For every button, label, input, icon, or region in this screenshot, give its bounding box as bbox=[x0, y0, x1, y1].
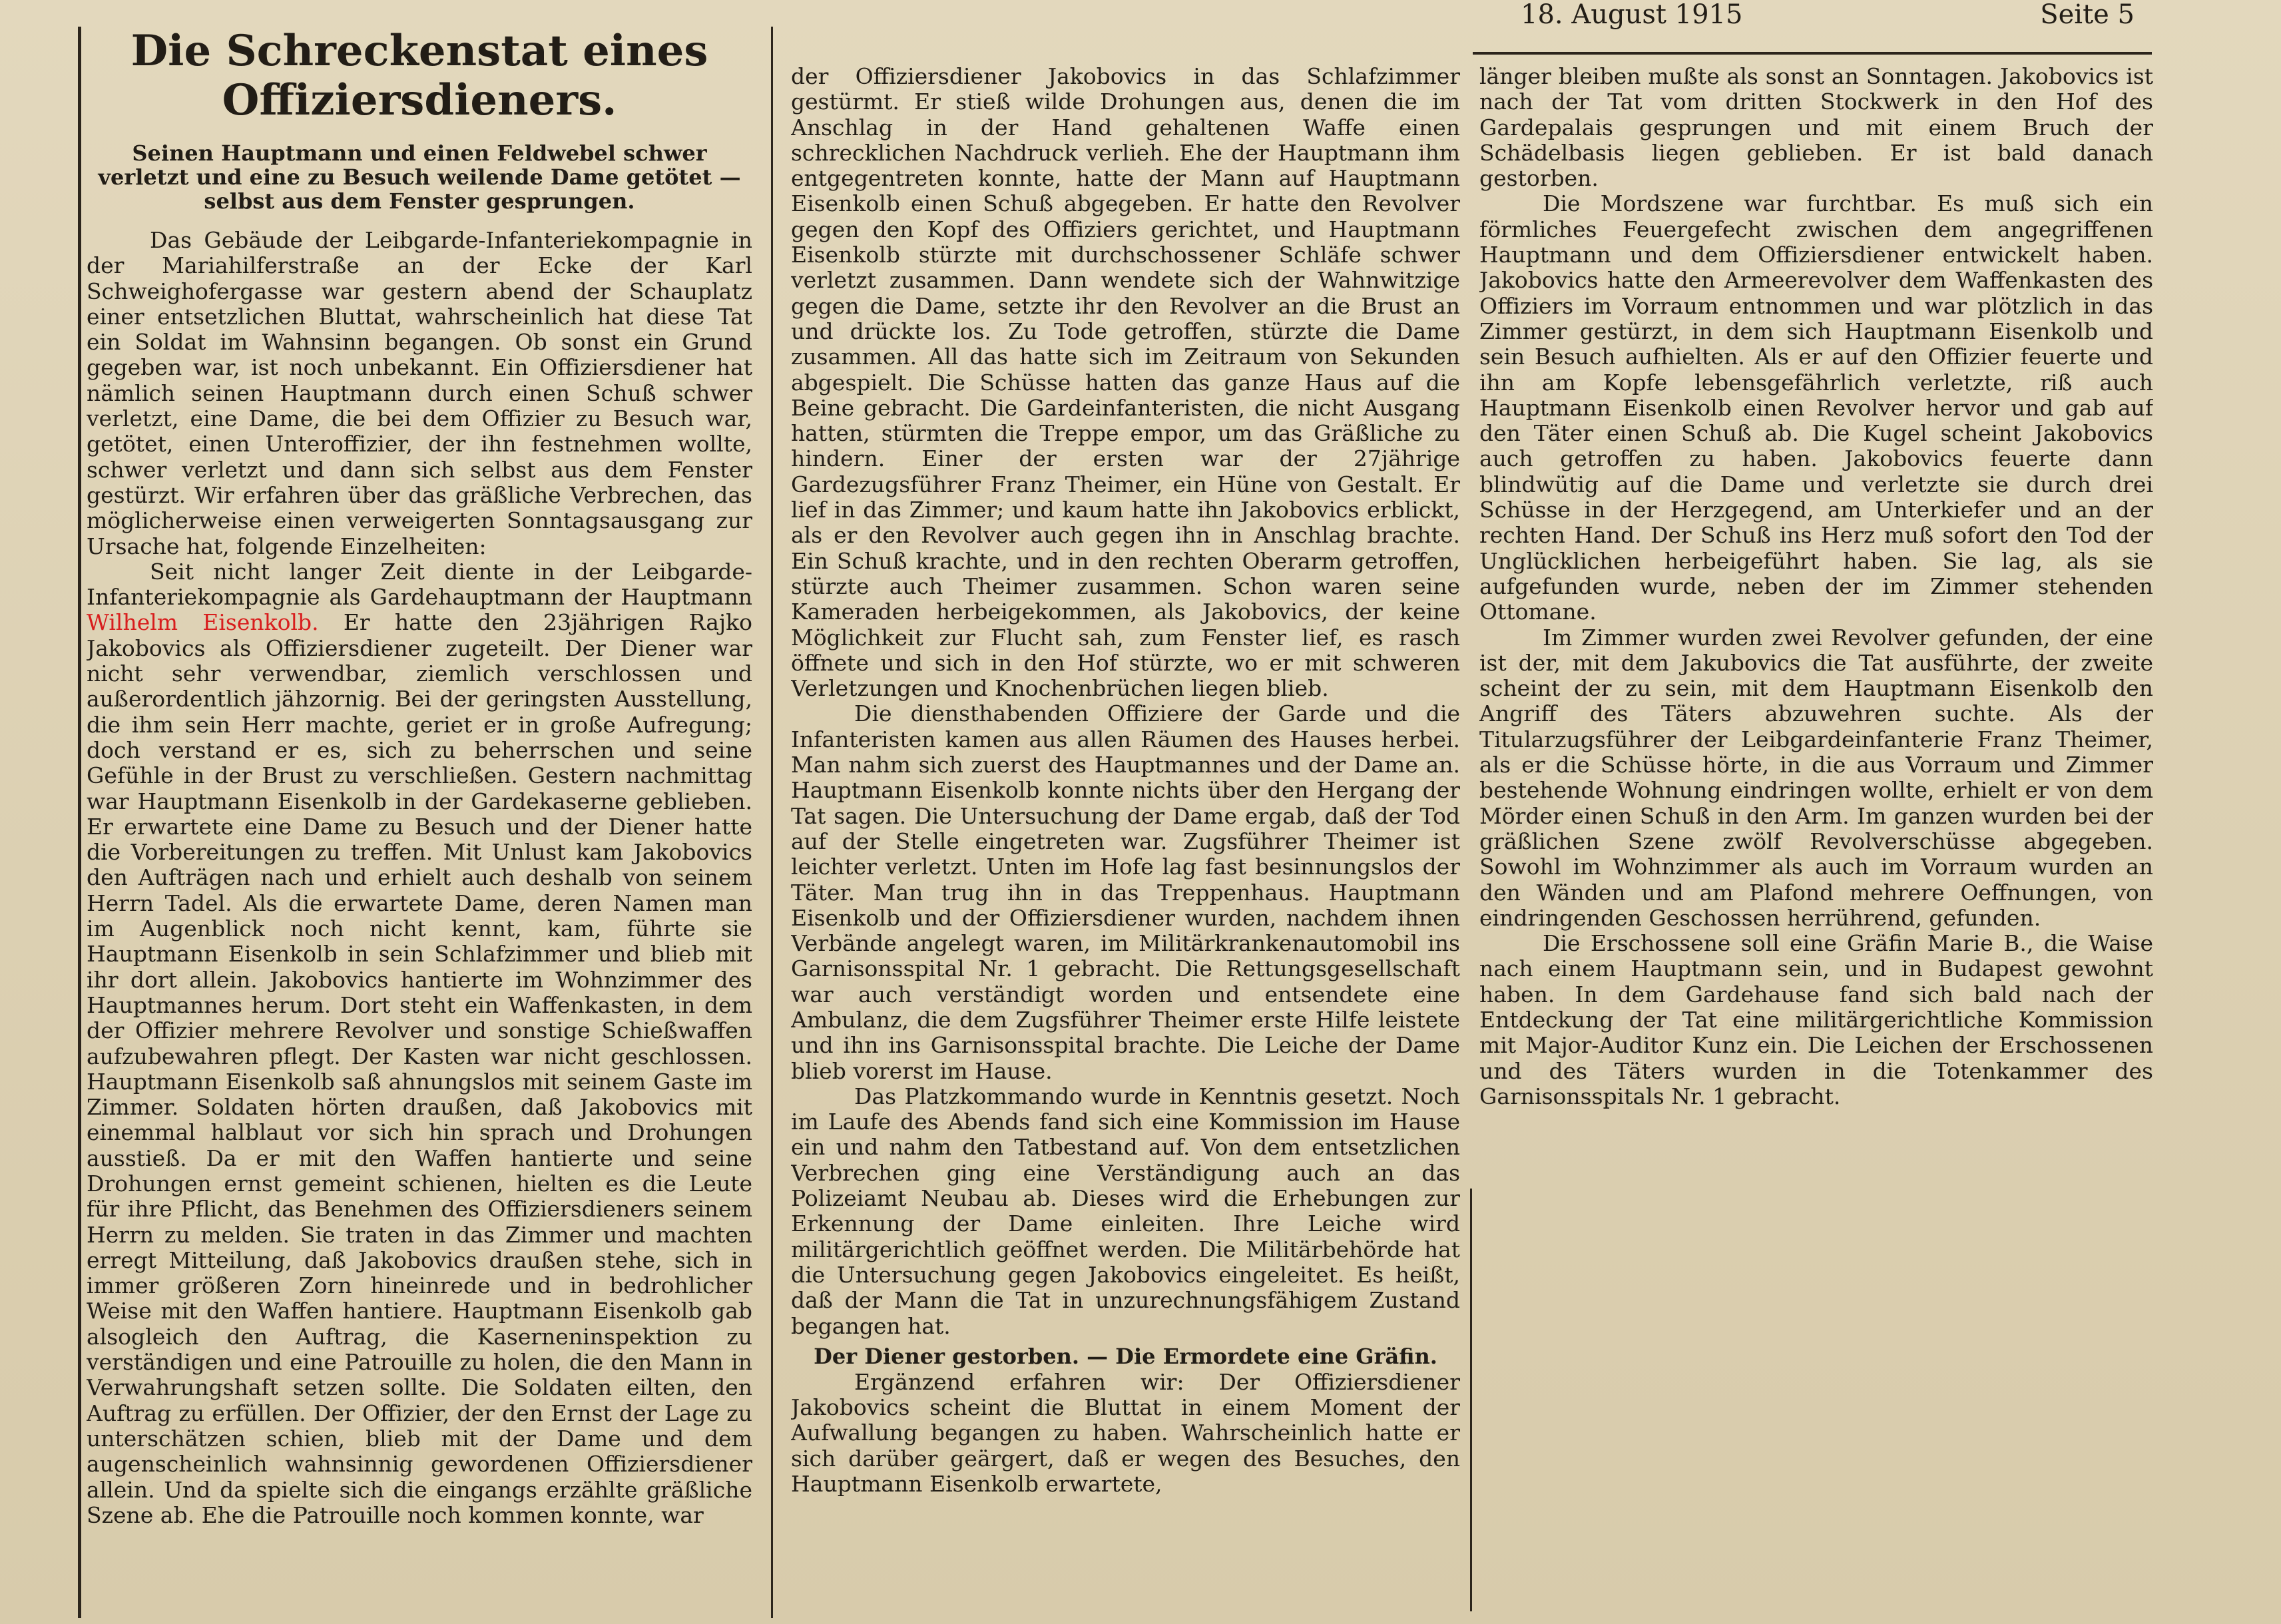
column-3 bbox=[1479, 0, 2153, 1624]
header-date: 18. August 1915 bbox=[1521, 0, 1743, 30]
article-subtitle: Seinen Hauptmann und einen Feldwebel schwer verletzt und eine zu Besuch weilende Dame getötet — selbst aus dem Fenster gesprungen. bbox=[98, 140, 741, 214]
section-subheading: Der Diener gestorben. — Die Ermordete eine Gräfin. bbox=[814, 1343, 1437, 1369]
paragraph: Ergänzend erfahren wir: Der Offiziersdiener Jakobovics scheint die Bluttat in einem Moment der Aufwallung begangen zu haben. Wahrscheinlich hatte er sich darüber geärgert, daß er wegen des Besuches, den Hauptmann Eisenkolb erwartete, bbox=[791, 1368, 1460, 1497]
paragraph: Die diensthabenden Offiziere der Garde und die Infanteristen kamen aus allen Räumen des Hauses herbei. Man nahm sich zuerst des Hauptmannes und der Dame an. Hauptmann Eisenkolb konnte nichts über den Hergang der Tat sagen. Die Untersuchung der Dame ergab, daß der Tod auf der Stelle eingetreten war. Zugsführer Theimer ist leichter verletzt. Unten im Hofe lag fast besinnungslos der Täter. Man trug ihn in das Treppenhaus. Hauptmann Eisenkolb und der Offiziersdiener wurden, nachdem ihnen Verbände angelegt waren, im Militärkrankenautomobil ins Garnisonsspital Nr. 1 gebracht. Die Rettungsgesellschaft war auch verständigt worden und entsendete eine Ambulanz, die dem Zugsführer Theimer erste Hilfe leistete und ihn ins Garnisonsspital brachte. Die Leiche der Dame blieb vorerst im Hause. bbox=[791, 700, 1460, 1084]
paragraph: Das Platzkommando wurde in Kenntnis gesetzt. Noch im Laufe des Abends fand sich eine Kommission im Hause ein und nahm den Tatbestand auf. Von dem entsetzlichen Verbrechen ging eine Verständigung auch an das Polizeiamt Neubau ab. Dieses wird die Erhebungen zur Erkennung der Dame einleiten. Ihre Leiche wird militärgerichtlich geöffnet werden. Die Militärbehörde hat die Untersuchung gegen Jakobovics eingeleitet. Es heißt, daß der Mann die Tat in unzurechnungsfähigem Zustand begangen hat. bbox=[791, 1083, 1460, 1339]
column-divider-2 bbox=[1470, 1189, 1472, 1611]
highlighted-name: Wilhelm Eisenkolb. bbox=[87, 609, 319, 636]
paragraph bbox=[87, 559, 752, 1528]
paragraph: Die Erschossene soll eine Gräfin Marie B., die Waise nach einem Hauptmann sein, und in Budapest gewohnt haben. In dem Gardehause fand sich bald nach der Entdeckung der Tat eine militärgerichtliche Kommission mit Major-Auditor Kunz ein. Die Leichen der Erschossenen und des Täters wurden in die Totenkammer des Garnisonsspitals Nr. 1 gebracht. bbox=[1479, 930, 2153, 1109]
left-margin-rule bbox=[78, 27, 81, 1618]
paragraph: Das Gebäude der Leibgarde-Infanteriekompagnie in der Mariahilferstraße an der Ecke der Karl Schweighofergasse war gestern abend der Schauplatz einer entsetzlichen Bluttat, wahrscheinlich hat diese Tat ein Soldat im Wahnsinn begangen. Ob sonst ein Grund gegeben war, ist noch unbekannt. Ein Offiziersdiener hat nämlich seinen Hauptmann durch einen Schuß schwer verletzt, eine Dame, die bei dem Offizier zu Besuch war, getötet, einen Unteroffizier, der ihn festnehmen wollte, schwer verletzt und dann sich selbst aus dem Fenster gestürzt. Wir erfahren über das gräßliche Verbrechen, das möglicherweise einen verweigerten Sonntagsausgang zur Ursache hat, folgende Einzelheiten: bbox=[87, 227, 752, 559]
paragraph-text: Seit nicht langer Zeit diente in der Leibgarde-Infanteriekompagnie als Gardehauptmann der Hauptmann bbox=[87, 558, 752, 611]
column-2 bbox=[791, 0, 1460, 1624]
paragraph: länger bleiben mußte als sonst an Sonntagen. Jakobovics ist nach der Tat vom dritten Stockwerk in den Hof des Gardepalais gesprungen und mit einem Bruch der Schädelbasis liegen geblieben. Er ist bald danach gestorben. bbox=[1479, 63, 2153, 192]
column-divider-1 bbox=[771, 27, 773, 1618]
column-1 bbox=[87, 0, 752, 1624]
article-title: Die Schreckenstat eines Offiziersdieners. bbox=[130, 26, 708, 125]
paragraph: Die Mordszene war furchtbar. Es muß sich ein förmliches Feuergefecht zwischen dem angegriffenen Hauptmann und dem Offiziersdiener entwickelt haben. Jakobovics hatte den Armeerevolver dem Waffenkasten des Offiziers im Vorraum entnommen und war plötzlich in das Zimmer gestürzt, in dem sich Hauptmann Eisenkolb und sein Besuch aufhielten. Als er auf den Offizier feuerte und ihn am Kopfe lebensgefährlich verletzte, riß auch Hauptmann Eisenkolb einen Revolver hervor und gab auf den Täter einen Schuß ab. Die Kugel scheint Jakobovics auch getroffen zu haben. Jakobovics feuerte dann blindwütig auf die Dame und verletzte sie durch drei Schüsse in der Herzgegend, am Unterkiefer und an der rechten Hand. Der Schuß ins Herz muß sofort den Tod der Unglücklichen herbeigeführt haben. Sie lag, als sie aufgefunden wurde, neben der im Zimmer stehenden Ottomane. bbox=[1479, 190, 2153, 625]
header-page-number: Seite 5 bbox=[2040, 0, 2135, 30]
paragraph: Im Zimmer wurden zwei Revolver gefunden, der eine ist der, mit dem Jakubovics die Tat ausführte, der zweite scheint der zu sein, mit dem Hauptmann Eisenkolb den Angriff des Täters abzuwehren suchte. Als der Titularzugsführer der Leibgardeinfanterie Franz Theimer, als er die Schüsse hörte, in die aus Vorraum und Zimmer bestehende Wohnung eindringen wollte, erhielt er von dem Mörder einen Schuß in den Arm. Im ganzen wurden bei der gräßlichen Szene zwölf Revolverschüsse abgegeben. Sowohl im Wohnzimmer als auch im Vorraum wurden an den Wänden und am Plafond mehrere Oeffnungen, von eindringenden Geschossen herrührend, gefunden. bbox=[1479, 624, 2153, 931]
paragraph-text: Er hatte den 23jährigen Rajko Jakobovics als Offiziersdiener zugeteilt. Der Diener war nicht sehr verwendbar, ziemlich verschlossen und außerordentlich jähzornig. Bei der geringsten Ausstellung, die ihm sein Herr machte, geriet er in große Aufregung; doch verstand er es, sich zu beherrschen und seine Gefühle in der Brust zu verschließen. Gestern nachmittag war Hauptmann Eisenkolb in der Gardekaserne geblieben. Er erwartete eine Dame zu Besuch und der Diener hatte die Vorbereitungen zu treffen. Mit Unlust kam Jakobovics den Aufträgen nach und erhielt auch deshalb von seinem Herrn Tadel. Als die erwartete Dame, deren Namen man im Augenblick noch nicht kennt, kam, führte sie Hauptmann Eisenkolb in sein Schlafzimmer und blieb mit ihr dort allein. Jakobovics hantierte im Wohnzimmer des Hauptmannes herum. Dort steht ein Waffenkasten, in dem der Offizier mehrere Revolver und sonstige Schießwaffen aufzubewahren pflegt. Der Kasten war nicht geschlossen. Hauptmann Eisenkolb saß ahnungslos mit seinem Gaste im Zimmer. Soldaten hörten draußen, daß Jakobovics mit einemmal halblaut vor sich hin sprach und Drohungen ausstieß. Da er mit den Waffen hantierte und seine Drohungen ernst gemeint schienen, hielten es die Leute für ihre Pflicht, das Benehmen des Offiziersdieners seinem Herrn zu melden. Sie traten in das Zimmer und machten erregt Mitteilung, daß Jakobovics draußen stehe, sich in immer größeren Zorn hineinrede und in bedrohlicher Weise mit den Waffen hantiere. Hauptmann Eisenkolb gab alsogleich den Auftrag, die Kaserneninspektion zu verständigen und eine Patrouille zu holen, die den Mann in Verwahrungshaft setzen sollte. Die Soldaten eilten, den Auftrag zu erfüllen. Der Offizier, der den Ernst der Lage zu unterschätzen schien, blieb mit der Dame und dem augenscheinlich wahnsinnig gewordenen Offiziersdiener allein. Und da spielte sich die eingangs erzählte gräßliche Szene ab. Ehe die Patrouille noch kommen konnte, war bbox=[87, 609, 752, 1528]
paragraph: der Offiziersdiener Jakobovics in das Schlafzimmer gestürmt. Er stieß wilde Drohungen aus, denen die im Anschlag in der Hand gehaltenen Waffe einen schrecklichen Nachdruck verlieh. Ehe der Hauptmann ihm entgegentreten konnte, hatte der Mann auf Hauptmann Eisenkolb einen Schuß abgegeben. Er hatte den Revolver gegen den Kopf des Offiziers gerichtet, und Hauptmann Eisenkolb stürzte mit durchschossener Schläfe schwer verletzt zusammen. Dann wendete sich der Wahnwitzige gegen die Dame, setzte ihr den Revolver an die Brust an und drückte los. Zu Tode getroffen, stürzte die Dame zusammen. All das hatte sich im Zeitraum von Sekunden abgespielt. Die Schüsse hatten das ganze Haus auf die Beine gebracht. Die Gardeinfanteristen, die nicht Ausgang hatten, stürmten die Treppe empor, um das Gräßliche zu hindern. Einer der ersten war der 27jährige Gardezugsführer Franz Theimer, ein Hüne von Gestalt. Er lief in das Zimmer; und kaum hatte ihn Jakobovics erblickt, als er den Revolver auch gegen ihn in Anschlag brachte. Ein Schuß krachte, und in den rechten Oberarm getroffen, stürzte auch Theimer zusammen. Schon waren seine Kameraden herbeigekommen, als Jakobovics, der keine Möglichkeit zur Flucht sah, zum Fenster lief, es rasch öffnete und sich in den Hof stürzte, wo er mit schweren Verletzungen und Knochenbrüchen liegen blieb. bbox=[791, 63, 1460, 702]
